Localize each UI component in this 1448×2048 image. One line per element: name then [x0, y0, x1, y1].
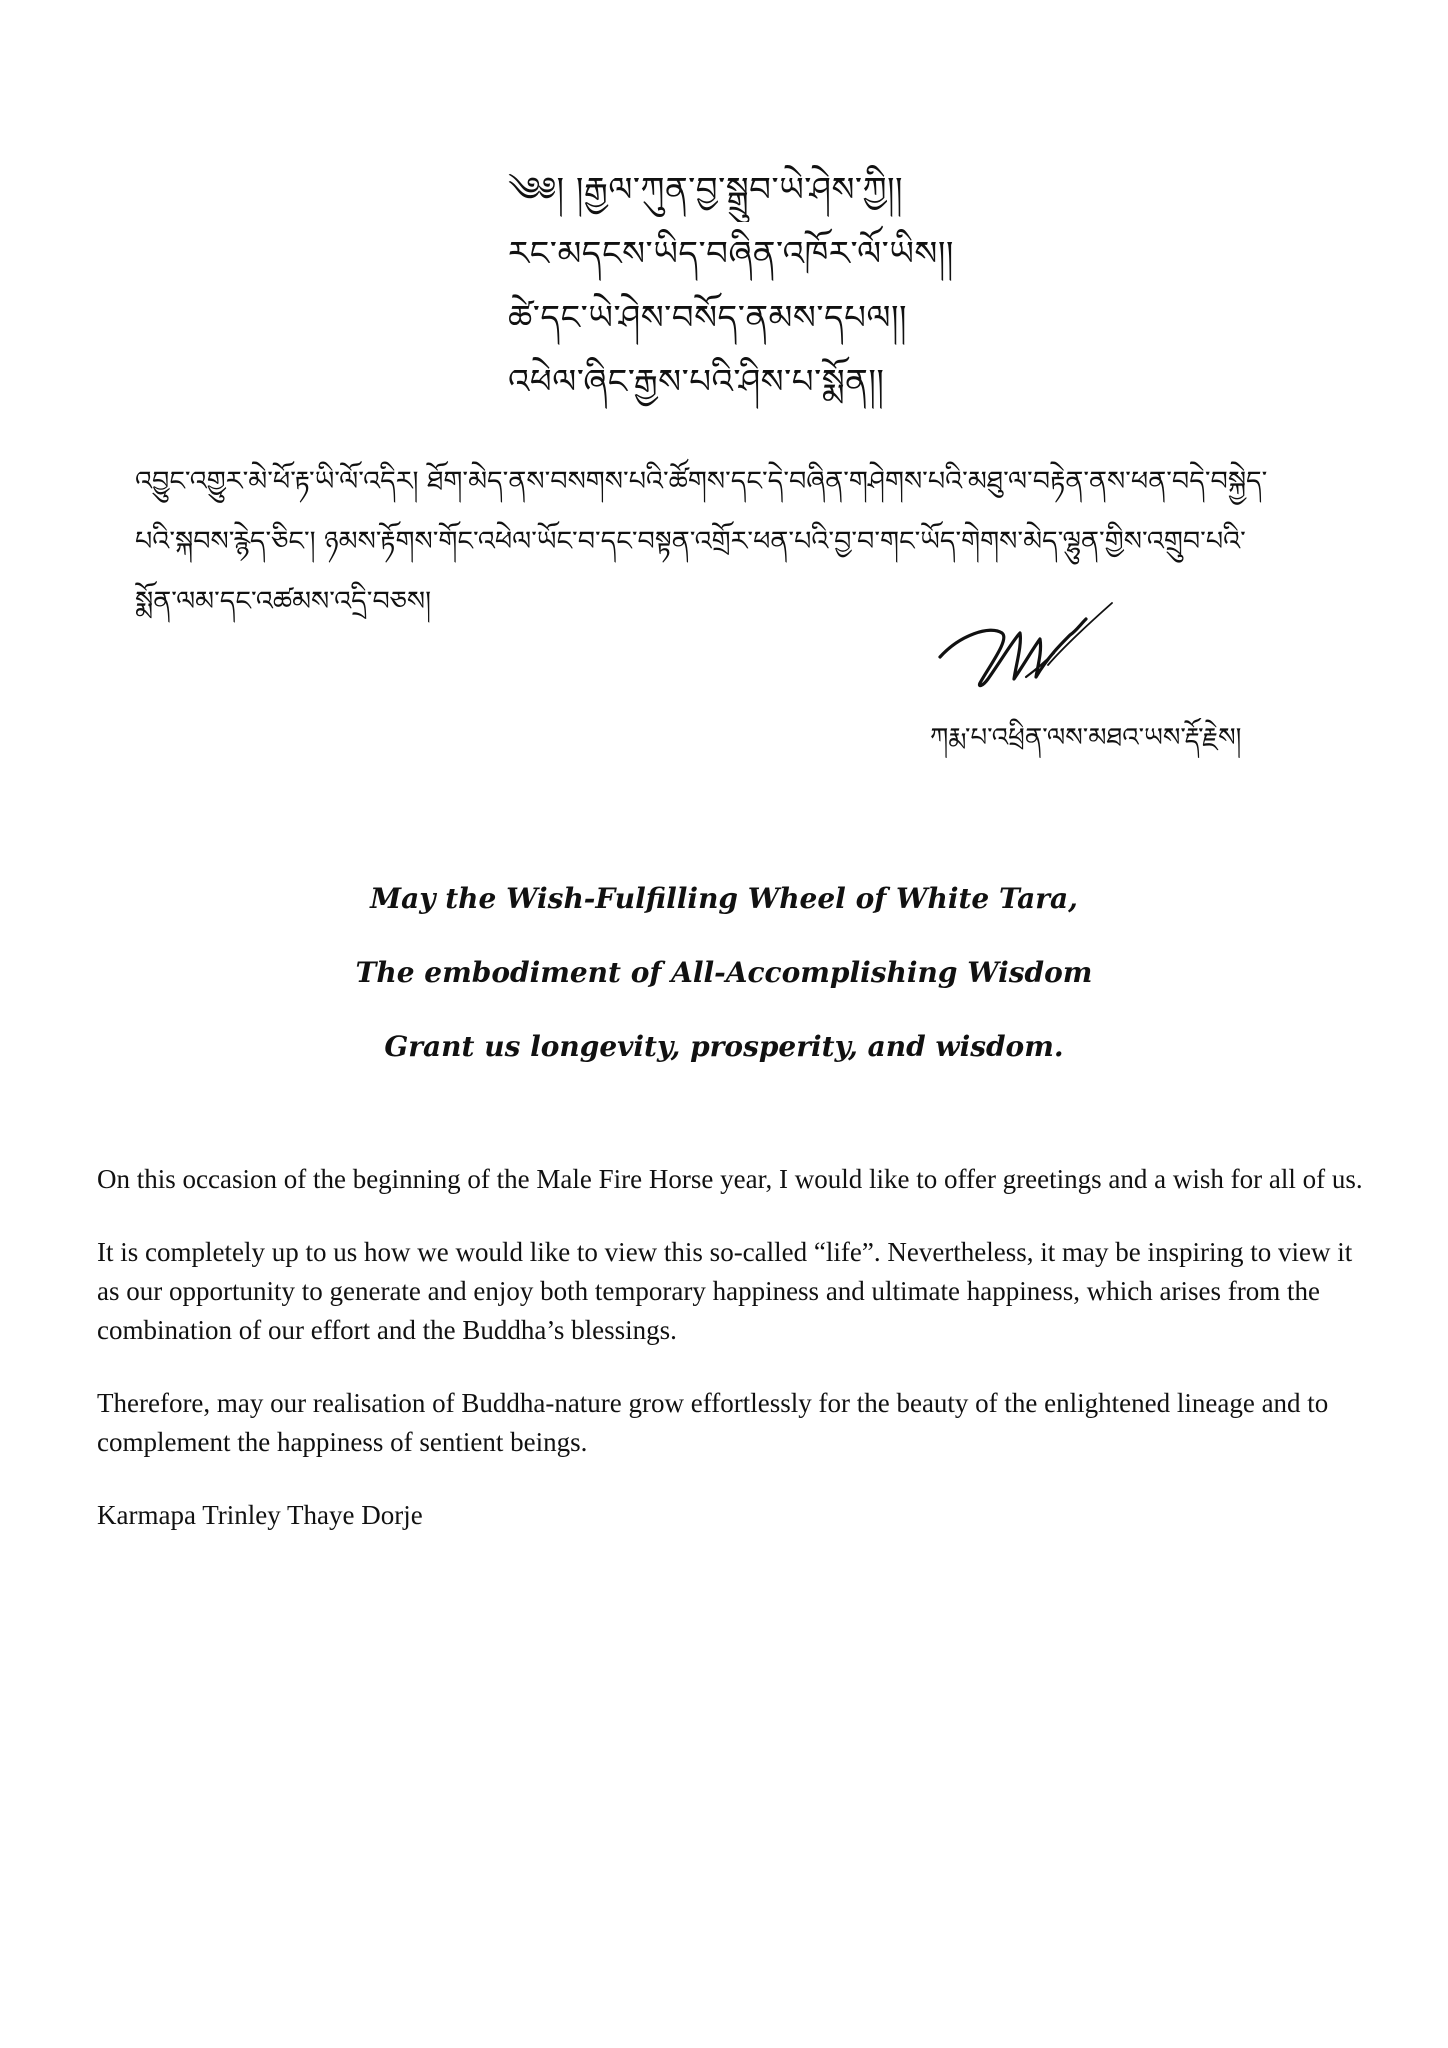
english-verse-line: Grant us longevity, prosperity, and wisdom.	[384, 1030, 1064, 1063]
english-verse-line: May the Wish-Fulfilling Wheel of White Tara,	[370, 882, 1078, 915]
tibetan-verse	[508, 158, 1028, 414]
signature-name-tibetan: ཀརྨ་པ་འཕྲིན་ལས་མཐའ་ཡས་རྡོ་རྗེས།	[930, 723, 1242, 753]
tibetan-prose	[135, 452, 1325, 632]
english-verse-line: The embodiment of All-Accomplishing Wisdom	[355, 956, 1093, 989]
tibetan-prose-line: པའི་སྐབས་རྙེད་ཅིང་། ཉམས་རྟོགས་གོང་འཕེལ་ཡོང་བ་དང་བསྟན་འགྲོར་ཕན་པའི་བྱ་བ་གང་ཡོད་གེགས་མེད་ལྷུན་གྱིས་འགྲུབ་པའི་	[135, 526, 1246, 557]
letter-body	[97, 1160, 1367, 1535]
handwritten-signature	[930, 595, 1130, 705]
letter-paragraph: On this occasion of the beginning of the Male Fire Horse year, I would like to offer greetings and a wish for all of us.	[97, 1164, 1363, 1194]
tibetan-verse-line: རང་མདངས་ཡིད་བཞིན་འཁོར་ལོ་ཡིས།།	[508, 234, 954, 274]
signoff: Karmapa Trinley Thaye Dorje	[97, 1500, 423, 1530]
english-verse	[0, 862, 1448, 1084]
tibetan-prose-line: འབྱུང་འགྱུར་མེ་ཕོ་རྟ་ཡི་ལོ་འདིར། ཐོག་མེད་ནས་བསགས་པའི་ཚོགས་དང་དེ་བཞིན་གཤེགས་པའི་མཐུ་ལ་བརྟེན་ནས་ཕན་བདེ་བསྐྱེད་	[135, 466, 1268, 497]
tibetan-verse-line: ཚེ་དང་ཡེ་ཤེས་བསོད་ནམས་དཔལ།།	[508, 298, 908, 338]
letter-paragraph: It is completely up to us how we would like to view this so-called “life”. Nevertheless, it may be inspiring to view it as our opportunity to generate and enjoy both temporary happiness and ultimate happiness, which arises from the combination of our effort and the Buddha’s blessings.	[97, 1237, 1353, 1345]
signature-icon	[930, 595, 1130, 705]
letter-paragraph: Therefore, may our realisation of Buddha-nature grow effortlessly for the beauty of the enlightened lineage and to complement the happiness of sentient beings.	[97, 1388, 1329, 1457]
tibetan-verse-line: ༄༅། །རྒྱལ་ཀུན་བྱ་སྒྲུབ་ཡེ་ཤེས་ཀྱི།།	[508, 170, 904, 210]
tibetan-prose-line: སྨོན་ལམ་དང་འཚམས་འདྲི་བཅས།	[135, 586, 432, 617]
tibetan-verse-line: འཕེལ་ཞིང་རྒྱས་པའི་ཤིས་པ་སྨོན།།	[508, 362, 885, 402]
